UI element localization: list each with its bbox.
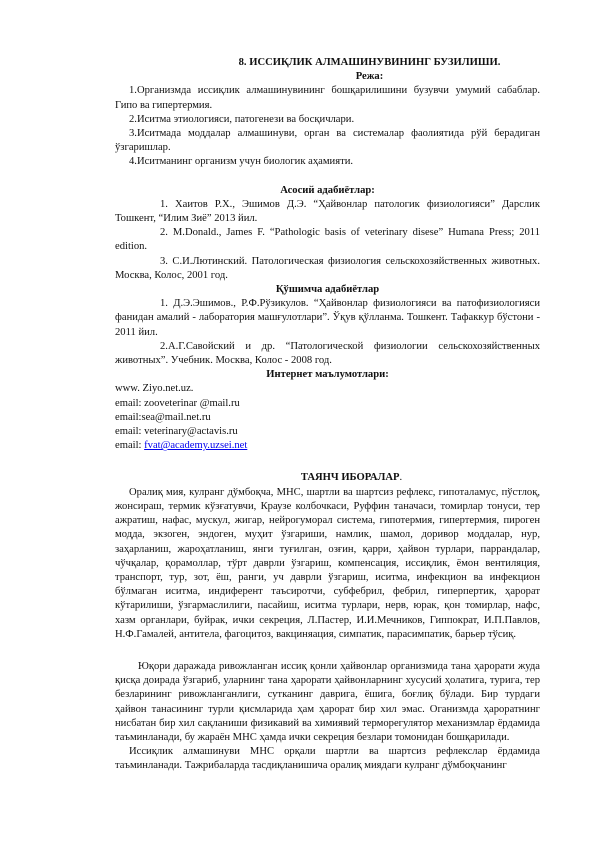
plan-item: 3.Иситмада моддалар алмашинуви, орган ва системалар фаолиятида рўй берадиган ўзгаришлар.	[115, 128, 540, 154]
key-phrases-heading-dot: .	[399, 472, 403, 484]
internet-item: www. Ziyo.net.uz.	[115, 383, 194, 395]
key-phrases-heading-text: ТАЯНЧ ИБОРАЛАР	[300, 472, 400, 484]
reference-item: 1. Д.Э.Эшимов., Р.Ф.Рўзикулов. “Ҳайвонлар физиологияси ва патофизиологияси фанидан амалий - лаборатория машғулотлари”. Ўқув қўлланма. Тошкент. Тафаккур бўстони - 2011 йил.	[115, 298, 540, 338]
plan-item: 2.Иситма этиологияси, патогенези ва босқичлари.	[129, 113, 355, 125]
internet-link-prefix: email:	[115, 440, 145, 452]
body-paragraph: Иссиқлик алмашинуви МНС орқали шартли ва шартсиз рефлекслар ёрдамида таъминланади. Тажрибаларда тасдиқланишича оралиқ миядаги кулранг дўмбоқчанинг	[115, 746, 540, 772]
main-literature-heading: Асосий адабиётлар:	[280, 184, 375, 196]
internet-heading: Интернет маълумотлари:	[266, 369, 389, 381]
email-link[interactable]: fvat@academy.uzsei.net	[144, 440, 248, 452]
extra-literature-heading: Қўшимча адабиётлар	[275, 284, 380, 296]
reference-item: 3. С.И.Лютинский. Патологическая физиология сельскохозяйственных животных. Москва, Колос, 2001 год.	[115, 255, 540, 281]
internet-item	[115, 439, 540, 453]
reference-item: 2. M.Donald., James F. “Pathologic basis of veterinary disese” Humana Press; 2011 edition.	[115, 227, 540, 253]
plan-item: 1.Организмда иссиқлик алмашинувининг бошқарилишини бузувчи умумий сабаблар. Гипо ва гипертермия.	[115, 85, 540, 111]
key-phrases-heading	[163, 471, 540, 485]
reference-item: 2.А.Г.Савойский и др. “Патологической физиологии сельскохозяйственных животных”. Учебник. Москва, Колос - 2008 год.	[115, 340, 540, 367]
internet-item: email:sea@mail.net.ru	[115, 411, 211, 423]
internet-item: email: zooveterinar @mail.ru	[115, 397, 240, 409]
internet-item: email: veterinary@actavis.ru	[115, 426, 238, 438]
key-phrases-text: Оралиқ мия, кулранг дўмбоқча, МНС, шартли ва шартсиз рефлекс, гипоталамус, пўстлоқ, жонсираш, термик кўзғатувчи, Краузе колбочкаси, Руффин таначаси, томирлар тонуси, тер ажратиш, нафас, мускул, жигар, нейрогуморал система, гипотермия, гипертермия, пироген модда, экзоген, эндоген, муҳит ўзгариши, намлик, шамол, доривор моддалар, нур, заҳарланиш, жароҳатланиш, янги туғилган, озғин, қарри, ҳайвон турлари, паррандалар, чўчқалар, қорамоллар, тўрт даврли ўзгариш, компенсация, иссиқлик, ёмон вентиляция, транспорт, тур, зот, ёш, ранги, уч даврли ўзгариш, иситма, инфекцион ва инфекцион бўлмаган иситма, индиферент таъсиротчи, субфебрил, фебрил, гиперпертик, ҳарорат кўтарилиши, ўзгармаслилиги, пасайиш, иситма турлари, нерв, юрак, қон томирлар, нафс, хазм органлари, буйрак, ички секреция, Л.Пастер, И.И.Мечников, Гиппократ, И.П.Павлов, Н.Ф.Гамалей, антитела, фагоцитоз, вакциняация, симпатик, парасимпатик, барьер тўсиқ.	[115, 486, 540, 640]
reference-item: 1. Хаитов Р.Х., Эшимов Д.Э. “Ҳайвонлар патологик физиологияси” Дарслик Тошкент, “Илим Зиё” 2013 йил.	[115, 198, 540, 225]
plan-item: 4.Иситманинг организм учун биологик аҳамияти.	[129, 156, 354, 168]
body-paragraph: Юқори даражада ривожланган иссиқ қонли ҳайвонлар организмида тана ҳарорати жуда қисқа доирада ўзгариб, уларнинг тана ҳарорати ҳайвонларнинг хусусий ҳолатига, турига, тер безларининг ривожланганлиги, сутканинг даврига, ёшига, боғлиқ бўлади. Бир турдаги ҳайвон танасининг турли қисмларида ҳам ҳарорат бир хил эмас. Оганизмда ҳароратнинг нисбатан бир хил сақланиши физикавий ва химиявий терморегулятор механизмлар ёрдамида таъминланади, бу жараён МНС ҳамда ички секреция безлари томонидан бошқарилади.	[115, 660, 540, 743]
plan-heading: Режа:	[355, 71, 384, 83]
page-title: 8. ИССИҚЛИК АЛМАШИНУВИНИНГ БУЗИЛИШИ.	[238, 57, 501, 68]
